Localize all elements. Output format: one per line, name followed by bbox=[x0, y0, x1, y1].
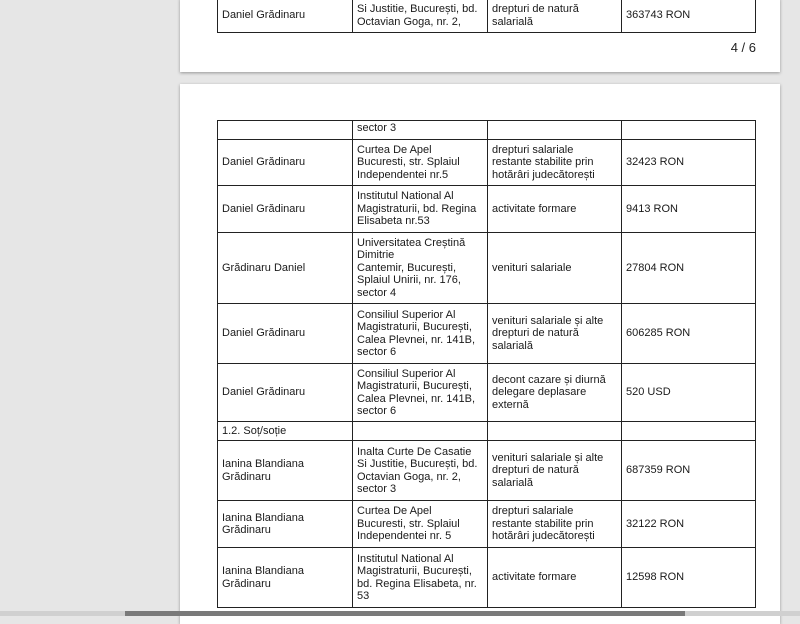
income-type-cell: venituri salariale și alte drepturi de natură salarială bbox=[488, 304, 622, 364]
income-type-cell: decont cazare și diurnă delegare deplasare externă bbox=[488, 364, 622, 422]
amount-cell: 363743 RON bbox=[622, 0, 756, 33]
table-row bbox=[218, 501, 756, 548]
amount-cell: 32122 RON bbox=[622, 501, 756, 548]
income-type-cell bbox=[488, 422, 622, 441]
source-cell: Curtea De Apel Bucuresti, str. Splaiul Independentei nr.5 bbox=[353, 140, 488, 186]
horizontal-scrollbar[interactable] bbox=[0, 611, 800, 616]
source-cell: Si Justitie, București, bd. Octavian Goga, nr. 2, bbox=[353, 0, 488, 33]
beneficiary-cell bbox=[218, 121, 353, 140]
table-row bbox=[218, 186, 756, 233]
amount-cell: 12598 RON bbox=[622, 548, 756, 608]
source-cell: Universitatea Creștină Dimitrie Cantemir, București, Splaiul Unirii, nr. 176, sector 4 bbox=[353, 233, 488, 304]
document-page-5 bbox=[180, 84, 780, 624]
beneficiary-cell: Grădinaru Daniel bbox=[218, 233, 353, 304]
income-type-cell: drepturi salariale restante stabilite prin hotărâri judecătorești bbox=[488, 501, 622, 548]
beneficiary-cell: Daniel Grădinaru bbox=[218, 186, 353, 233]
beneficiary-cell: Daniel Grădinaru bbox=[218, 0, 353, 33]
income-table bbox=[217, 0, 756, 33]
scrollbar-thumb[interactable] bbox=[125, 611, 685, 616]
page-number: 4 / 6 bbox=[730, 40, 756, 55]
beneficiary-cell: 1.2. Soț/soție bbox=[218, 422, 353, 441]
beneficiary-cell: Daniel Grădinaru bbox=[218, 140, 353, 186]
amount-cell: 606285 RON bbox=[622, 304, 756, 364]
table-row bbox=[218, 364, 756, 422]
table-row bbox=[218, 422, 756, 441]
income-type-cell: drepturi salariale restante stabilite prin hotărâri judecătorești bbox=[488, 140, 622, 186]
income-type-cell bbox=[488, 121, 622, 140]
table-row bbox=[218, 304, 756, 364]
beneficiary-cell: Daniel Grădinaru bbox=[218, 304, 353, 364]
income-type-cell: activitate formare bbox=[488, 186, 622, 233]
source-cell: Institutul National Al Magistraturii, București, bd. Regina Elisabeta, nr. 53 bbox=[353, 548, 488, 608]
table-row bbox=[218, 140, 756, 186]
table-row bbox=[218, 441, 756, 501]
amount-cell: 27804 RON bbox=[622, 233, 756, 304]
amount-cell bbox=[622, 422, 756, 441]
income-table bbox=[217, 120, 756, 608]
source-cell: Curtea De Apel Bucuresti, str. Splaiul Independentei nr. 5 bbox=[353, 501, 488, 548]
table-row bbox=[218, 121, 756, 140]
beneficiary-cell: Ianina Blandiana Grădinaru bbox=[218, 441, 353, 501]
amount-cell: 687359 RON bbox=[622, 441, 756, 501]
income-type-cell: venituri salariale și alte drepturi de natură salarială bbox=[488, 441, 622, 501]
beneficiary-cell: Ianina Blandiana Grădinaru bbox=[218, 548, 353, 608]
beneficiary-cell: Ianina Blandiana Grădinaru bbox=[218, 501, 353, 548]
source-cell: Inalta Curte De Casatie Si Justitie, București, bd. Octavian Goga, nr. 2, sector 3 bbox=[353, 441, 488, 501]
source-cell: Consiliul Superior Al Magistraturii, București, Calea Plevnei, nr. 141B, sector 6 bbox=[353, 364, 488, 422]
amount-cell: 32423 RON bbox=[622, 140, 756, 186]
income-type-cell: drepturi de natură salarială bbox=[488, 0, 622, 33]
source-cell: Institutul National Al Magistraturii, bd. Regina Elisabeta nr.53 bbox=[353, 186, 488, 233]
document-page-4 bbox=[180, 0, 780, 72]
income-type-cell: venituri salariale bbox=[488, 233, 622, 304]
table-row bbox=[218, 233, 756, 304]
source-cell: Consiliul Superior Al Magistraturii, București, Calea Plevnei, nr. 141B, sector 6 bbox=[353, 304, 488, 364]
income-type-cell: activitate formare bbox=[488, 548, 622, 608]
table-row bbox=[218, 0, 756, 33]
source-cell: sector 3 bbox=[353, 121, 488, 140]
source-cell bbox=[353, 422, 488, 441]
amount-cell bbox=[622, 121, 756, 140]
table-row bbox=[218, 548, 756, 608]
amount-cell: 520 USD bbox=[622, 364, 756, 422]
beneficiary-cell: Daniel Grădinaru bbox=[218, 364, 353, 422]
amount-cell: 9413 RON bbox=[622, 186, 756, 233]
